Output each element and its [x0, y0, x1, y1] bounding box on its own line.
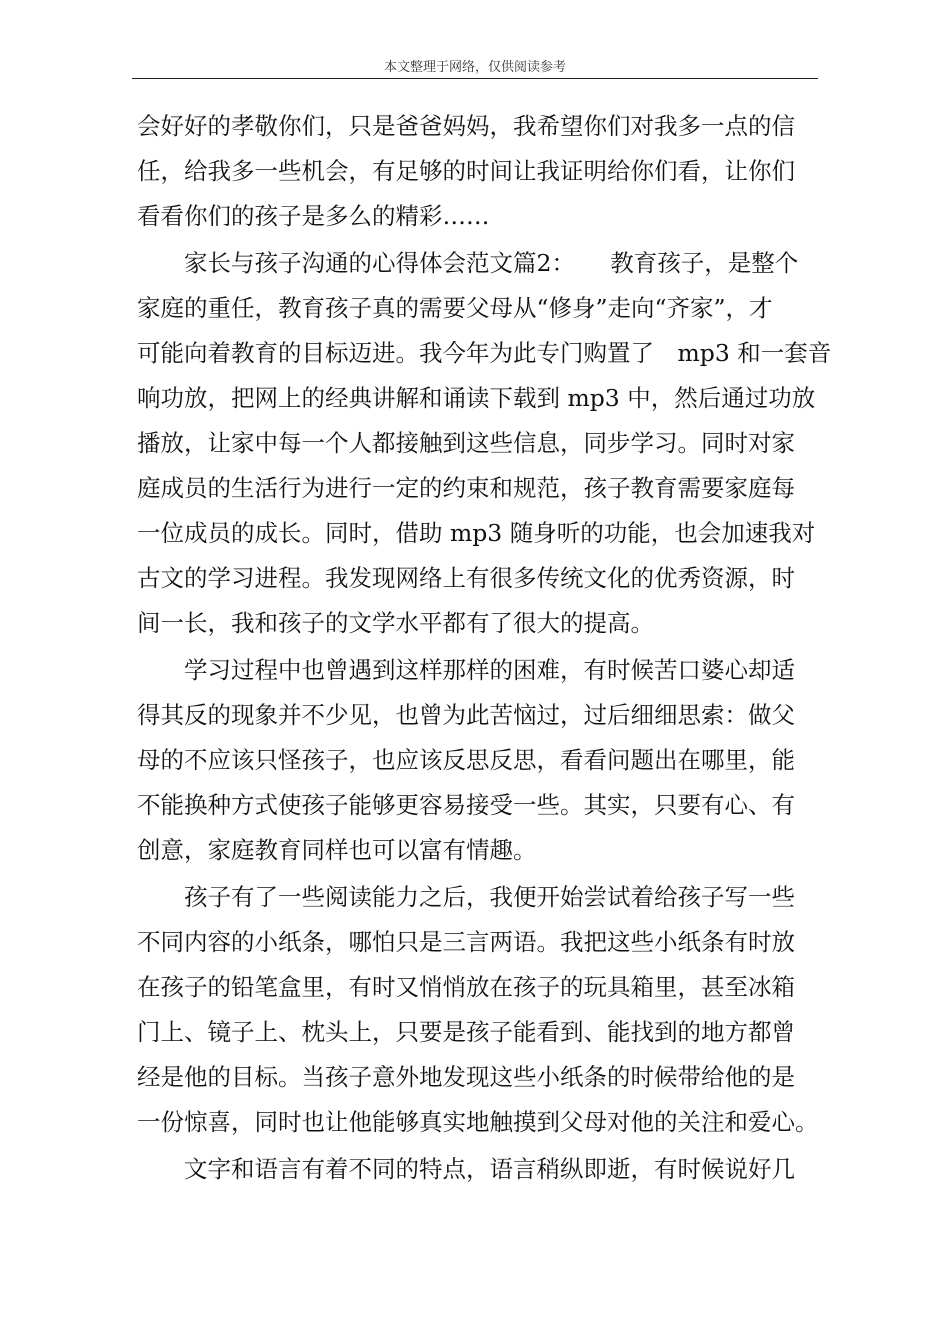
text-line: 可能向着教育的目标迈进。我今年为此专门购置了 mp3 和一套音: [137, 339, 832, 367]
text-line: 不同内容的小纸条，哪怕只是三言两语。我把这些小纸条有时放: [137, 928, 795, 956]
text-line: 一位成员的成长。同时，借助 mp3 随身听的功能，也会加速我对: [137, 519, 816, 547]
text-line: 任，给我多一些机会，有足够的时间让我证明给你们看，让你们: [137, 157, 795, 185]
text-line: 家庭的重任，教育孩子真的需要父母从“修身”走向“齐家”，才: [137, 294, 773, 322]
paragraph: [137, 875, 817, 1145]
text-line: 创意，家庭教育同样也可以富有情趣。: [137, 836, 537, 864]
text-line: 门上、镜子上、枕头上，只要是孩子能看到、能找到的地方都曾: [137, 1018, 795, 1046]
text-line: 经是他的目标。当孩子意外地发现这些小纸条的时候带给他的是: [137, 1063, 795, 1091]
text-line: 播放，让家中每一个人都接触到这些信息，同步学习。同时对家: [137, 429, 795, 457]
paragraph: [137, 241, 832, 646]
text-line: 学习过程中也曾遇到这样那样的困难，有时候苦口婆心却适: [184, 656, 795, 684]
text-line: 庭成员的生活行为进行一定的约束和规范，孩子教育需要家庭每: [137, 474, 795, 502]
text-line: 得其反的现象并不少见，也曾为此苦恼过，过后细细思索：做父: [137, 701, 795, 729]
paragraph: [137, 1147, 817, 1192]
header-text: 本文整理于网络，仅供阅读参考: [383, 60, 566, 75]
text-line: 文字和语言有着不同的特点，语言稍纵即逝，有时候说好几: [184, 1155, 795, 1183]
text-line: 会好好的孝敬你们，只是爸爸妈妈，我希望你们对我多一点的信: [137, 112, 795, 140]
text-line: 孩子有了一些阅读能力之后，我便开始尝试着给孩子写一些: [184, 883, 795, 911]
text-line: 母的不应该只怪孩子，也应该反思反思，看看问题出在哪里，能: [137, 746, 795, 774]
paragraph: [137, 648, 817, 873]
paragraph: [137, 104, 817, 239]
text-line: 看看你们的孩子是多么的精彩……: [137, 202, 490, 230]
page-header: [132, 58, 818, 79]
document-body: [137, 104, 832, 1192]
text-line: 在孩子的铅笔盒里，有时又悄悄放在孩子的玩具箱里，甚至冰箱: [137, 973, 795, 1001]
text-line: 间一长，我和孩子的文学水平都有了很大的提高。: [137, 609, 654, 637]
text-line: 古文的学习进程。我发现网络上有很多传统文化的优秀资源，时: [137, 564, 795, 592]
text-line: 家长与孩子沟通的心得体会范文篇2： 教育孩子，是整个: [184, 249, 799, 277]
text-line: 不能换种方式使孩子能够更容易接受一些。其实，只要有心、有: [137, 791, 795, 819]
text-line: 响功放，把网上的经典讲解和诵读下载到 mp3 中，然后通过功放: [137, 384, 816, 412]
text-line: 一份惊喜，同时也让他能够真实地触摸到父母对他的关注和爱心。: [137, 1108, 819, 1136]
